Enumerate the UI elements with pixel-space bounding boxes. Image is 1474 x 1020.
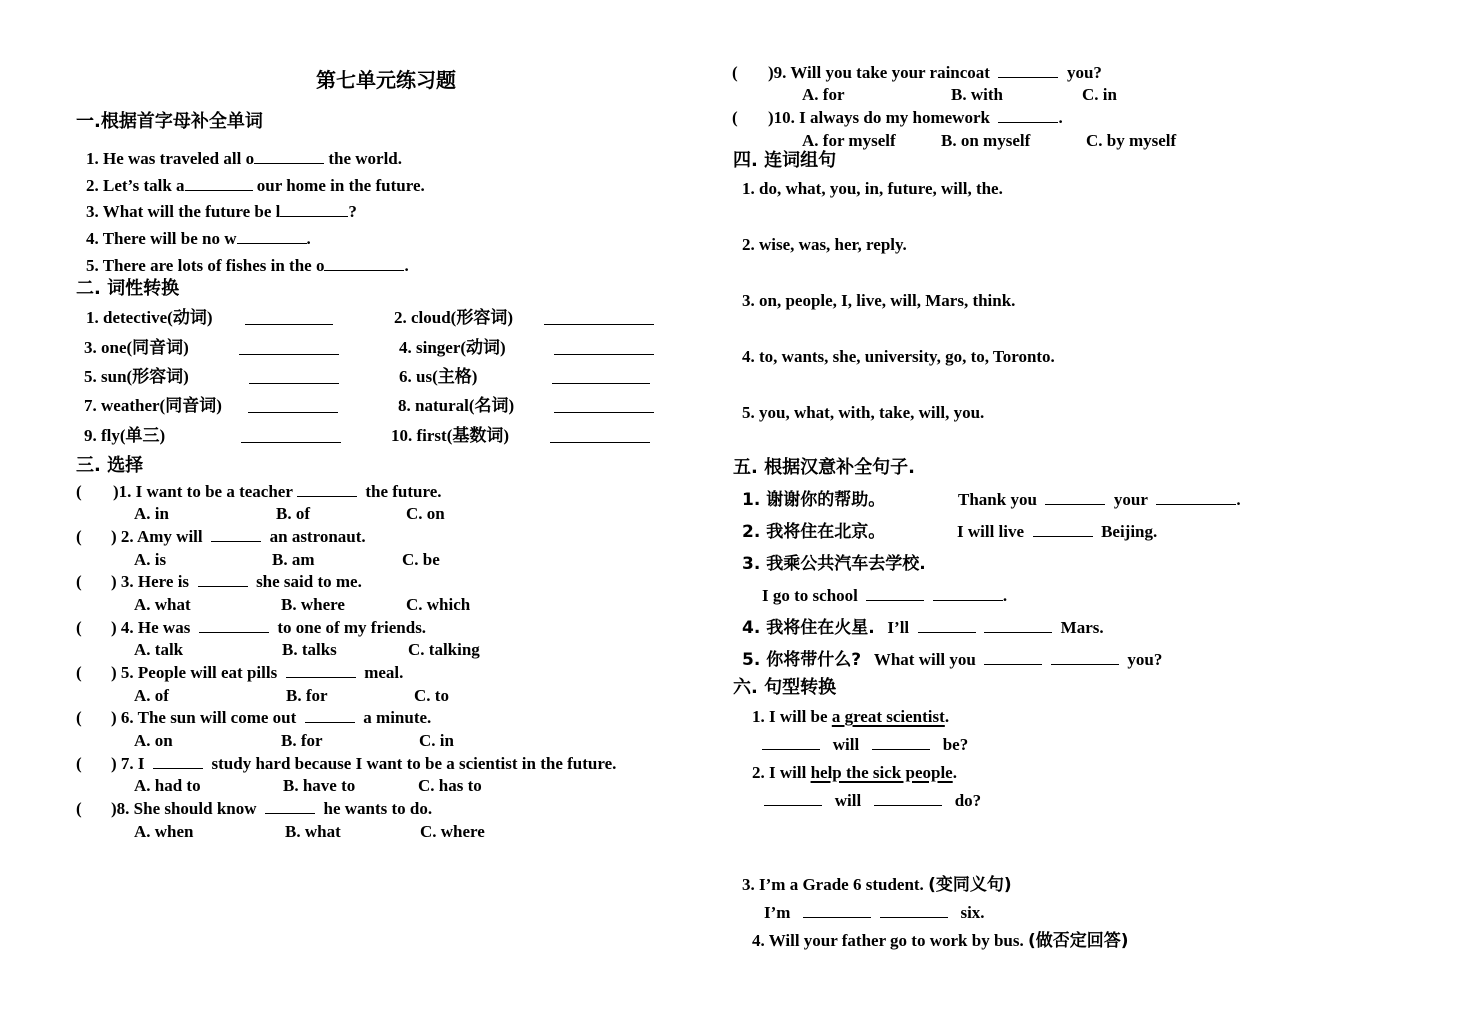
answer-blank[interactable] [552, 369, 650, 384]
answer-blank[interactable] [241, 428, 341, 443]
s5-item-1-cn [742, 490, 885, 510]
answer-paren[interactable]: ( [76, 663, 82, 682]
s2-item-8: 8. natural(名词) [398, 396, 515, 415]
answer-blank[interactable] [1045, 490, 1105, 505]
s5-item-4 [742, 618, 1104, 638]
en-text: . [1002, 586, 1008, 605]
question-text: . [1058, 108, 1063, 127]
s2-item-4: 4. singer(动词) [399, 338, 506, 357]
s6-item-1 [752, 707, 949, 727]
option-b: B. for [286, 686, 328, 705]
answer-text: do? [954, 791, 982, 810]
en-text: I go to school [762, 586, 858, 605]
mc-question-6 [111, 708, 431, 728]
answer-blank[interactable] [1156, 490, 1236, 505]
answer-blank[interactable] [286, 663, 356, 678]
answer-paren[interactable]: ( [732, 63, 738, 82]
answer-blank[interactable] [324, 256, 404, 271]
sentence-text: 3. I’m a Grade 6 student. [742, 875, 929, 894]
answer-blank[interactable] [249, 369, 339, 384]
option-a: A. what [134, 595, 191, 614]
answer-blank[interactable] [185, 176, 253, 191]
mc-question-3 [111, 572, 362, 592]
answer-blank[interactable] [1033, 522, 1093, 537]
s4-item-4: 4. to, wants, she, university, go, to, Toronto. [742, 347, 1055, 366]
answer-blank[interactable] [199, 618, 269, 633]
answer-blank[interactable] [265, 799, 315, 814]
question-text: she said to me. [256, 572, 362, 591]
answer-blank[interactable] [762, 735, 820, 750]
underlined-phrase: help the sick people [810, 763, 953, 782]
s1-item-text: 3. What will the future be l [86, 202, 281, 221]
answer-blank[interactable] [248, 398, 338, 413]
option-b: B. have to [283, 776, 356, 795]
section-1-heading: 一.根据首字母补全单词 [76, 111, 263, 132]
s1-item-text: . [404, 256, 409, 275]
question-text: ) 2. Amy will [111, 527, 203, 546]
section-4-heading: 四. 连词组句 [733, 150, 837, 171]
question-text: the future. [365, 482, 442, 501]
sentence-text: . [944, 707, 950, 726]
option-b: B. with [951, 85, 1003, 104]
en-text: What will you [873, 650, 976, 669]
s1-item-5 [86, 256, 409, 276]
s1-item-text: 4. There will be no w [86, 229, 237, 248]
answer-text: six. [960, 903, 985, 922]
underlined-phrase: a great scientist [831, 707, 945, 726]
option-a: A. of [134, 686, 169, 705]
s6-item-3-answer [764, 903, 985, 923]
answer-paren[interactable]: ( [76, 572, 82, 591]
answer-blank[interactable] [297, 482, 357, 497]
s6-item-2 [752, 763, 957, 783]
answer-paren[interactable]: ( [76, 799, 82, 818]
s5-item-3-en [762, 586, 1007, 606]
answer-blank[interactable] [245, 310, 333, 325]
s2-item-2: 2. cloud(形容词) [394, 308, 513, 327]
answer-blank[interactable] [153, 754, 203, 769]
answer-blank[interactable] [764, 791, 822, 806]
s1-item-text: the world. [324, 149, 403, 168]
answer-paren[interactable]: ( [732, 108, 738, 127]
mc-question-5 [111, 663, 403, 683]
option-a: A. is [134, 550, 167, 569]
option-c: C. talking [408, 640, 480, 659]
answer-blank[interactable] [237, 229, 307, 244]
answer-blank[interactable] [239, 340, 339, 355]
answer-blank[interactable] [1051, 650, 1119, 665]
s5-item-2-en [957, 522, 1157, 542]
answer-blank[interactable] [554, 340, 654, 355]
s2-item-10: 10. first(基数词) [391, 426, 510, 445]
s1-item-text: our home in the future. [252, 176, 425, 195]
option-b: B. where [281, 595, 345, 614]
sentence-text: 4. Will your father go to work by bus. [752, 931, 1028, 950]
question-text: ) 3. Here is [111, 572, 190, 591]
en-text: . [1236, 490, 1241, 509]
question-text: )9. Will you take your raincoat [768, 63, 990, 82]
question-text: )1. I want to be a teacher [113, 482, 293, 501]
answer-blank[interactable] [933, 586, 1003, 601]
option-c: C. on [406, 504, 445, 523]
cn-text: 5. 你将带什么? [742, 650, 862, 670]
s6-item-2-answer [764, 791, 981, 811]
s1-item-1 [86, 149, 402, 169]
mc-question-7 [111, 754, 616, 774]
answer-blank[interactable] [984, 618, 1052, 633]
en-text: I’ll [887, 618, 910, 637]
answer-blank[interactable] [305, 708, 355, 723]
s2-item-6: 6. us(主格) [399, 367, 478, 386]
answer-blank[interactable] [874, 791, 942, 806]
option-a: A. talk [134, 640, 184, 659]
answer-blank[interactable] [544, 310, 654, 325]
sentence-text: . [952, 763, 957, 782]
option-c: C. has to [418, 776, 482, 795]
option-c: C. which [406, 595, 471, 614]
en-text: Thank you [958, 490, 1037, 509]
option-a: A. when [134, 822, 194, 841]
s2-item-7: 7. weather(同音词) [84, 396, 222, 415]
option-a: A. had to [134, 776, 201, 795]
s1-item-3 [86, 202, 357, 222]
sentence-text: 1. I will be [752, 707, 832, 726]
s1-item-2 [86, 176, 425, 196]
mc-question-1 [113, 482, 442, 502]
question-text: meal. [364, 663, 404, 682]
s4-item-2: 2. wise, was, her, reply. [742, 235, 907, 254]
s1-item-text: 1. He was traveled all o [86, 149, 255, 168]
option-b: B. on myself [941, 131, 1031, 150]
s5-item-1-en [958, 490, 1241, 510]
answer-text: be? [942, 735, 969, 754]
option-c: C. by myself [1086, 131, 1177, 150]
answer-paren[interactable]: ( [76, 708, 82, 727]
en-text: you? [1127, 650, 1163, 669]
question-text: you? [1066, 63, 1102, 82]
option-b: B. what [285, 822, 341, 841]
answer-blank[interactable] [918, 618, 976, 633]
answer-blank[interactable] [984, 650, 1042, 665]
answer-blank[interactable] [880, 903, 948, 918]
answer-paren[interactable]: ( [76, 527, 82, 546]
option-a: A. in [134, 504, 169, 523]
instruction-note: (做否定回答) [1027, 931, 1129, 951]
answer-blank[interactable] [198, 572, 248, 587]
option-c: C. be [402, 550, 440, 569]
answer-paren[interactable]: ( [76, 618, 82, 637]
en-text: I will live [957, 522, 1025, 541]
answer-text: I’m [764, 903, 791, 922]
question-text: study hard because I want to be a scientist in the future. [211, 754, 617, 773]
mc-question-8 [111, 799, 432, 819]
option-b: B. am [272, 550, 315, 569]
en-text: Beijing. [1101, 522, 1158, 541]
question-text: a minute. [363, 708, 432, 727]
instruction-note: (变同义句) [928, 875, 1012, 895]
s1-item-4 [86, 229, 311, 249]
s5-item-2-cn [742, 522, 885, 542]
section-6-heading: 六. 句型转换 [733, 677, 837, 698]
page-title: 第七单元练习题 [316, 68, 456, 92]
s1-item-text: ? [348, 202, 357, 221]
section-2-heading: 二. 词性转换 [76, 278, 180, 299]
s2-item-3: 3. one(同音词) [84, 338, 189, 357]
answer-blank[interactable] [254, 149, 324, 164]
s2-item-1: 1. detective(动词) [86, 308, 213, 327]
answer-text: will [832, 735, 860, 754]
answer-blank[interactable] [998, 108, 1058, 123]
question-text: ) 6. The sun will come out [111, 708, 297, 727]
cn-text: 2. 我将住在北京。 [742, 522, 886, 542]
s5-item-3-cn [742, 554, 926, 574]
option-a: A. for myself [802, 131, 896, 150]
option-b: B. of [276, 504, 310, 523]
answer-blank[interactable] [998, 63, 1058, 78]
question-text: )8. She should know [111, 799, 257, 818]
s1-item-text: 5. There are lots of fishes in the o [86, 256, 325, 275]
mc-question-9 [768, 63, 1102, 83]
answer-blank[interactable] [554, 398, 654, 413]
s1-item-text: . [306, 229, 311, 248]
s6-item-4 [752, 931, 1129, 951]
question-text: he wants to do. [323, 799, 433, 818]
mc-question-4 [111, 618, 426, 638]
s4-item-3: 3. on, people, I, live, will, Mars, think. [742, 291, 1016, 310]
en-text: your [1113, 490, 1148, 509]
option-c: C. to [414, 686, 449, 705]
question-text: ) 7. I [111, 754, 145, 773]
s2-item-9: 9. fly(单三) [84, 426, 166, 445]
question-text: )10. I always do my homework [768, 108, 990, 127]
option-c: C. where [420, 822, 485, 841]
s6-item-1-answer [762, 735, 968, 755]
s1-item-text: 2. Let’s talk a [86, 176, 185, 195]
answer-blank[interactable] [866, 586, 924, 601]
en-text: Mars. [1060, 618, 1104, 637]
option-a: A. for [802, 85, 845, 104]
answer-blank[interactable] [211, 527, 261, 542]
option-b: B. for [281, 731, 323, 750]
answer-paren[interactable]: ( [76, 482, 82, 501]
cn-text: 4. 我将住在火星. [742, 618, 875, 638]
mc-question-10 [768, 108, 1063, 128]
option-c: C. in [419, 731, 454, 750]
cn-text: 1. 谢谢你的帮助。 [742, 490, 886, 510]
section-3-heading: 三. 选择 [76, 455, 144, 476]
sentence-text: 2. I will [752, 763, 811, 782]
cn-text: 3. 我乘公共汽车去学校. [742, 554, 926, 574]
s2-item-5: 5. sun(形容词) [84, 367, 189, 386]
s4-item-1: 1. do, what, you, in, future, will, the. [742, 179, 1003, 198]
answer-blank[interactable] [803, 903, 871, 918]
question-text: ) 4. He was [111, 618, 191, 637]
answer-blank[interactable] [872, 735, 930, 750]
answer-text: will [834, 791, 862, 810]
s4-item-5: 5. you, what, with, take, will, you. [742, 403, 985, 422]
question-text: to one of my friends. [277, 618, 427, 637]
question-text: ) 5. People will eat pills [111, 663, 278, 682]
answer-blank[interactable] [280, 202, 348, 217]
section-5-heading: 五. 根据汉意补全句子. [733, 457, 915, 478]
mc-question-2 [111, 527, 366, 547]
answer-paren[interactable]: ( [76, 754, 82, 773]
question-text: an astronaut. [269, 527, 366, 546]
option-b: B. talks [282, 640, 337, 659]
s5-item-5 [742, 650, 1162, 670]
s6-item-3 [742, 875, 1012, 895]
option-a: A. on [134, 731, 173, 750]
answer-blank[interactable] [550, 428, 650, 443]
option-c: C. in [1082, 85, 1117, 104]
